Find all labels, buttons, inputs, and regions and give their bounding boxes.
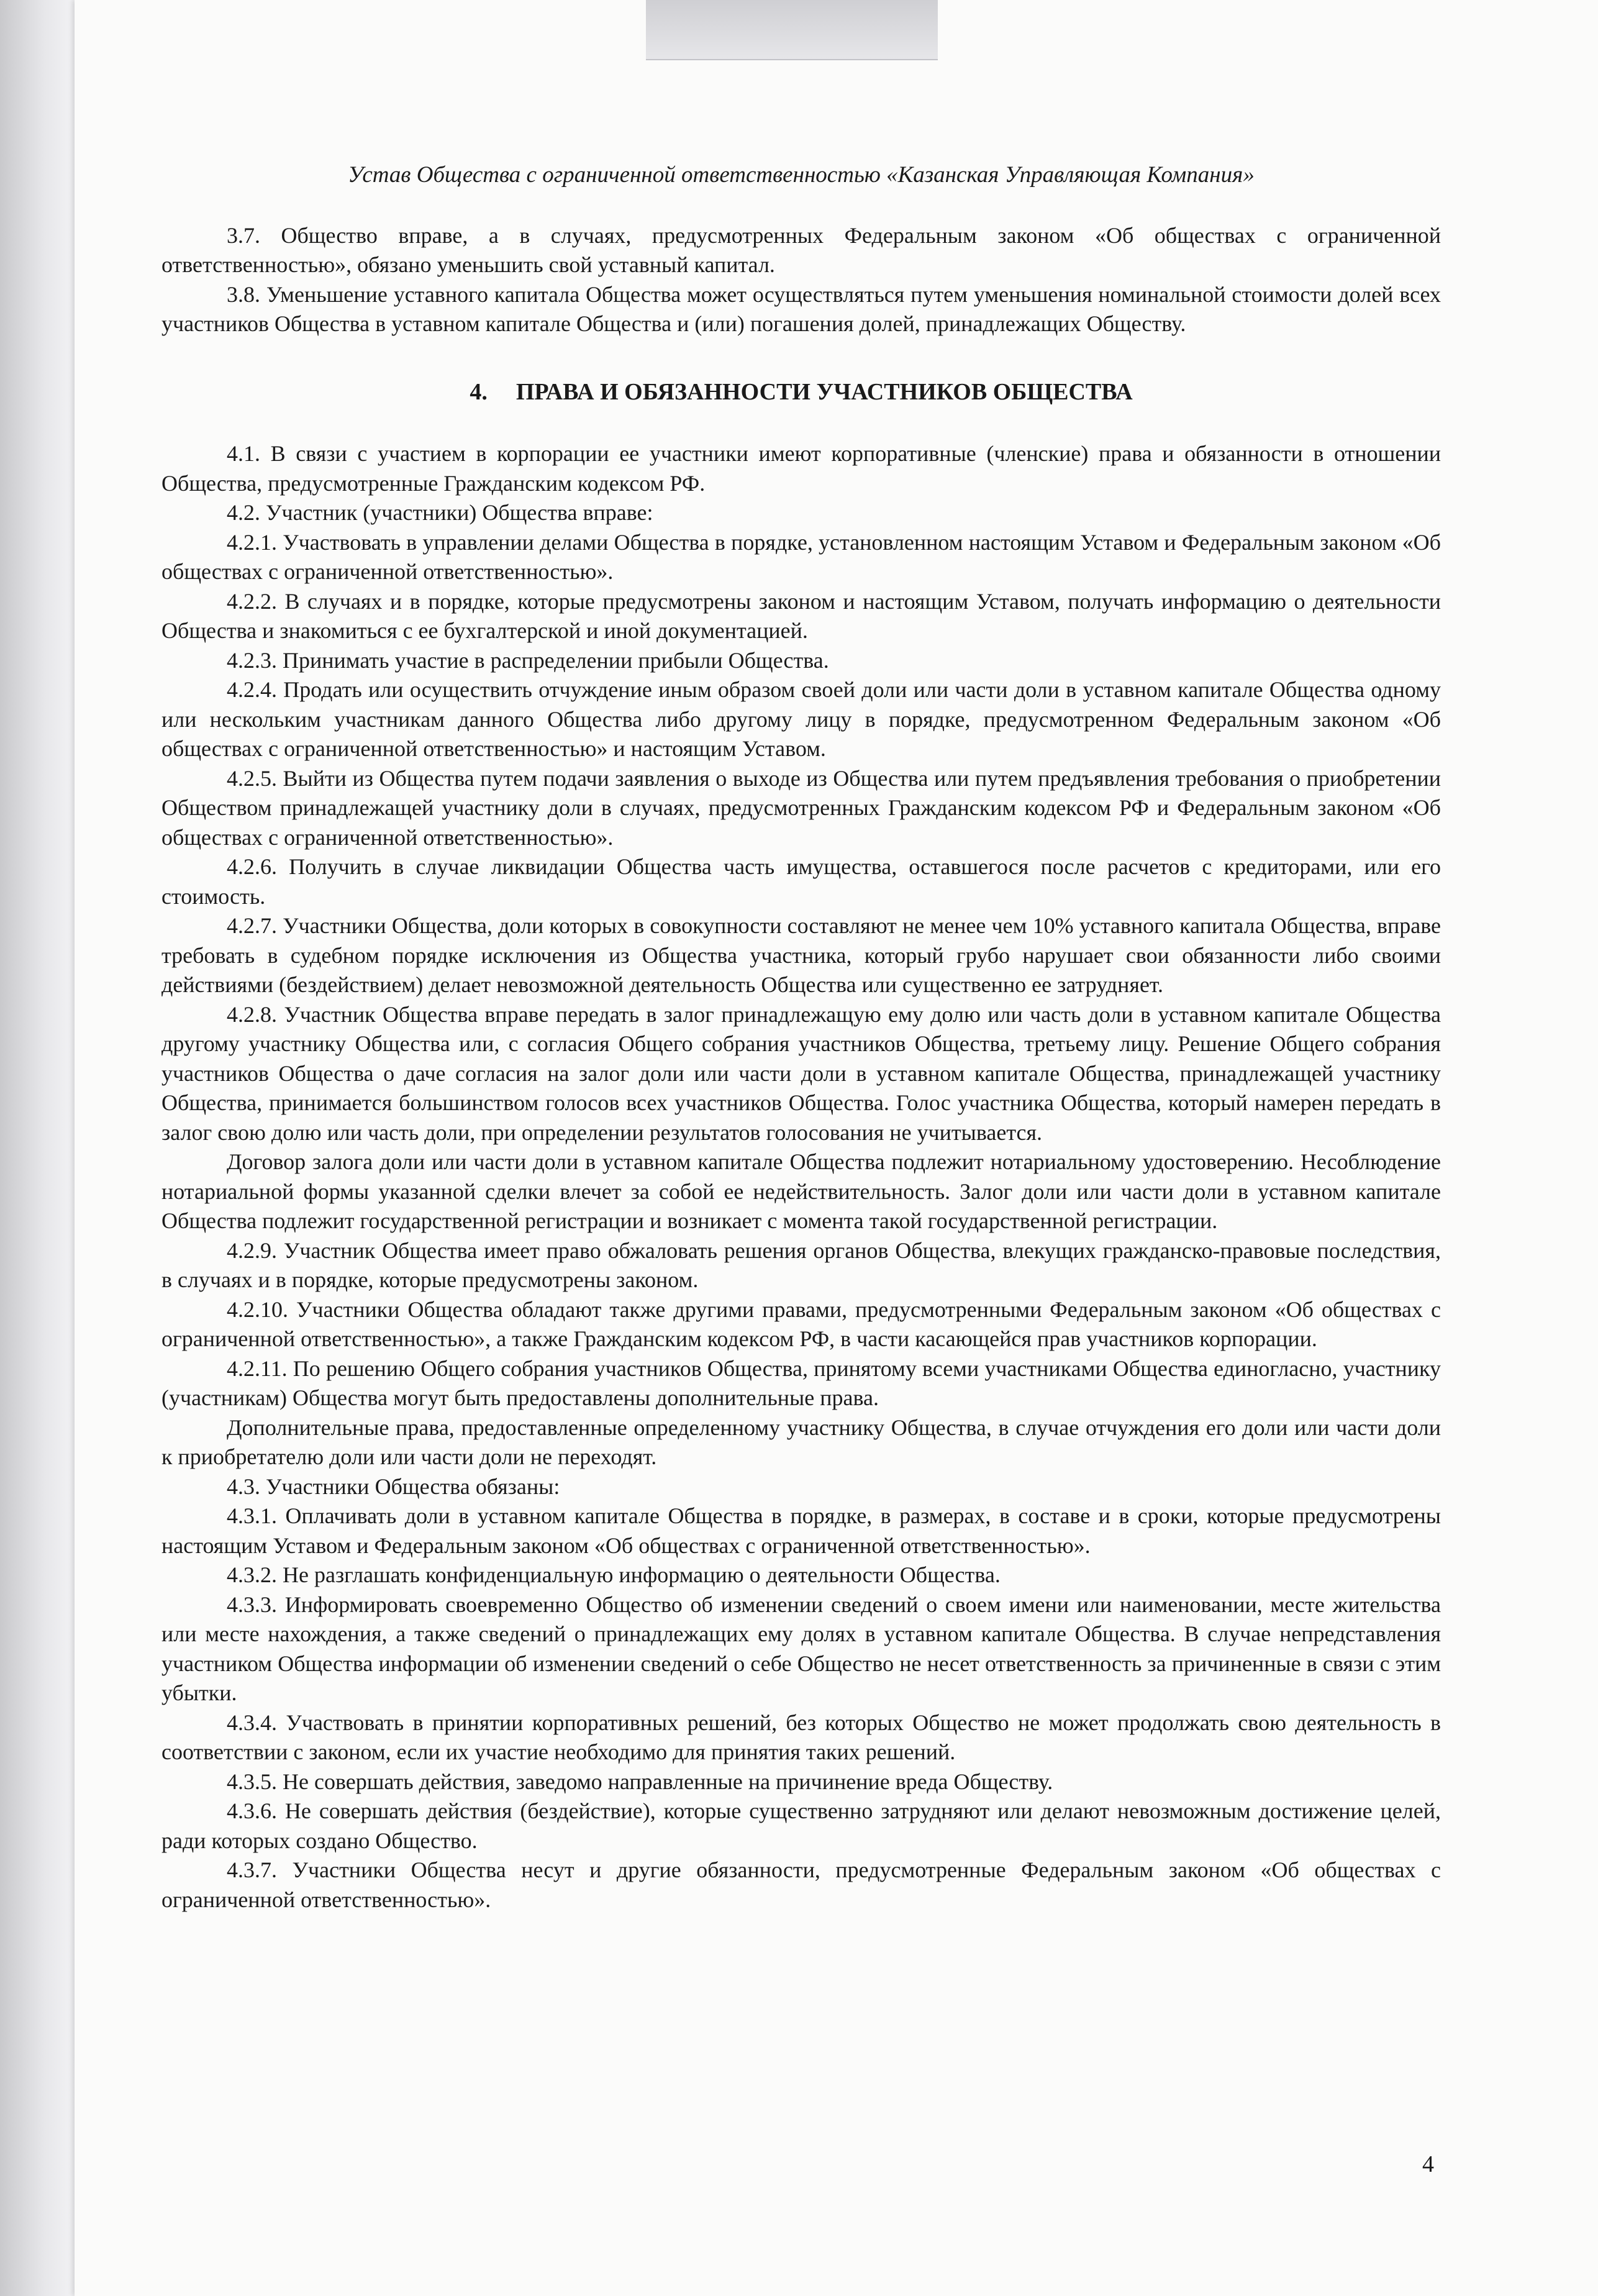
paragraph-4-2-1: 4.2.1. Участвовать в управлении делами Общества в порядке, установленном настоящим Уставом и Федеральным законом «Об обществах с ограниченной ответственностью».	[161, 529, 1441, 584]
paragraph-3-8: 3.8. Уменьшение уставного капитала Общества может осуществляться путем уменьшения номинальной стоимости долей всех участников Общества в уставном капитале Общества и (или) погашения долей, принадлежащих Обществу.	[161, 281, 1441, 336]
paragraph-4-3: 4.3. Участники Общества обязаны:	[227, 1474, 560, 1499]
binder-clip	[646, 0, 938, 60]
scan-left-edge	[0, 0, 75, 2296]
document-header: Устав Общества с ограниченной ответственностью «Казанская Управляющая Компания»	[348, 162, 1255, 188]
paragraph-4-3-3: 4.3.3. Информировать своевременно Общество об изменении сведений о своем имени или наименовании, месте жительства или месте нахождения, а также сведений о принадлежащих ему долях в уставном капитале Общества. В случае непредставления участником Общества информации об изменении сведений о себе Общество не несет ответственность за причиненные в связи с этим убытки.	[161, 1592, 1441, 1705]
paragraph-4-2-6: 4.2.6. Получить в случае ликвидации Общества часть имущества, оставшегося после расчетов с кредиторами, или его стоимость.	[161, 854, 1441, 909]
paragraph-4-2-5: 4.2.5. Выйти из Общества путем подачи заявления о выходе из Общества или путем предъявления требования о приобретении Обществом принадлежащей участнику доли в случаях, предусмотренных Гражданским кодексом РФ и Федеральным законом «Об обществах с ограниченной ответственностью».	[161, 765, 1441, 850]
paragraph-additional-rights: Дополнительные права, предоставленные определенному участнику Общества, в случае отчуждения его доли или части доли к приобретателю доли или части доли не переходят.	[161, 1414, 1441, 1469]
paragraph-3-7: 3.7. Общество вправе, а в случаях, предусмотренных Федеральным законом «Об обществах с ограниченной ответственностью», обязано уменьшить свой уставный капитал.	[161, 222, 1441, 277]
paragraph-pledge-agreement: Договор залога доли или части доли в уставном капитале Общества подлежит нотариальному удостоверению. Несоблюдение нотариальной формы указанной сделки влечет за собой ее недействительность. Залог доли или части доли в уставном капитале Общества подлежит государственной регистрации и возникает с момента такой государственной регистрации.	[161, 1149, 1441, 1233]
paragraph-4-3-2: 4.3.2. Не разглашать конфиденциальную информацию о деятельности Общества.	[227, 1562, 1001, 1587]
paragraph-4-2-7: 4.2.7. Участники Общества, доли которых в совокупности составляют не менее чем 10% уставного капитала Общества, вправе требовать в судебном порядке исключения из Общества участника, который грубо нарушает свои обязанности либо своими действиями (бездействием) делает невозможной деятельность Общества или существенно ее затрудняет.	[161, 913, 1441, 997]
paragraph-4-3-5: 4.3.5. Не совершать действия, заведомо направленные на причинение вреда Обществу.	[227, 1769, 1053, 1794]
paragraph-4-2: 4.2. Участник (участники) Общества вправе:	[227, 500, 653, 525]
paragraph-4-3-6: 4.3.6. Не совершать действия (бездействие), которые существенно затрудняют или делают невозможным достижение целей, ради которых создано Общество.	[161, 1798, 1441, 1853]
section-title	[161, 378, 1441, 408]
document-body	[161, 160, 1441, 1915]
section-number: 4.	[470, 378, 488, 405]
paragraph-4-3-4: 4.3.4. Участвовать в принятии корпоративных решений, без которых Общество не может продолжать свою деятельность в соответствии с законом, если их участие необходимо для принятия таких решений.	[161, 1710, 1441, 1764]
paragraph-4-3-7: 4.3.7. Участники Общества несут и другие обязанности, предусмотренные Федеральным законом «Об обществах с ограниченной ответственностью».	[161, 1857, 1441, 1912]
paragraph-4-2-4: 4.2.4. Продать или осуществить отчуждение иным образом своей доли или части доли в уставном капитале Общества одному или нескольким участникам данного Общества либо другому лицу в порядке, предусмотренном Федеральным законом «Об обществах с ограниченной ответственностью» и настоящим Уставом.	[161, 677, 1441, 761]
paragraph-4-1: 4.1. В связи с участием в корпорации ее участники имеют корпоративные (членские) права и обязанности в отношении Общества, предусмотренные Гражданским кодексом РФ.	[161, 441, 1441, 496]
section-heading: ПРАВА И ОБЯЗАННОСТИ УЧАСТНИКОВ ОБЩЕСТВА	[515, 378, 1133, 405]
paragraph-4-2-9: 4.2.9. Участник Общества имеет право обжаловать решения органов Общества, влекущих гражданско-правовые последствия, в случаях и в порядке, которые предусмотрены законом.	[161, 1237, 1441, 1292]
page-number: 4	[1422, 2151, 1434, 2177]
paragraph-4-2-10: 4.2.10. Участники Общества обладают также другими правами, предусмотренными Федеральным законом «Об обществах с ограниченной ответственностью», а также Гражданским кодексом РФ, в части касающейся прав участников корпорации.	[161, 1296, 1441, 1351]
paragraph-4-2-11: 4.2.11. По решению Общего собрания участников Общества, принятому всеми участниками Общества единогласно, участнику (участникам) Общества могут быть предоставлены дополнительные права.	[161, 1355, 1441, 1410]
paragraph-4-2-3: 4.2.3. Принимать участие в распределении прибыли Общества.	[227, 647, 829, 673]
paragraph-4-3-1: 4.3.1. Оплачивать доли в уставном капитале Общества в порядке, в размерах, в составе и в сроки, которые предусмотрены настоящим Уставом и Федеральным законом «Об обществах с ограниченной ответственностью».	[161, 1503, 1441, 1558]
paragraph-4-2-8: 4.2.8. Участник Общества вправе передать в залог принадлежащую ему долю или часть доли в уставном капитале Общества другому участнику Общества или, с согласия Общего собрания участников Общества, третьему лицу. Решение Общего собрания участников Общества о даче согласия на залог доли или части доли в уставном капитале Общества, принадлежащей участнику Общества, принимается большинством голосов всех участников Общества. Голос участника Общества, который намерен передать в залог свою долю или часть доли, при определении результатов голосования не учитывается.	[161, 1001, 1441, 1145]
paragraph-4-2-2: 4.2.2. В случаях и в порядке, которые предусмотрены законом и настоящим Уставом, получать информацию о деятельности Общества и знакомиться с ее бухгалтерской и иной документацией.	[161, 588, 1441, 643]
